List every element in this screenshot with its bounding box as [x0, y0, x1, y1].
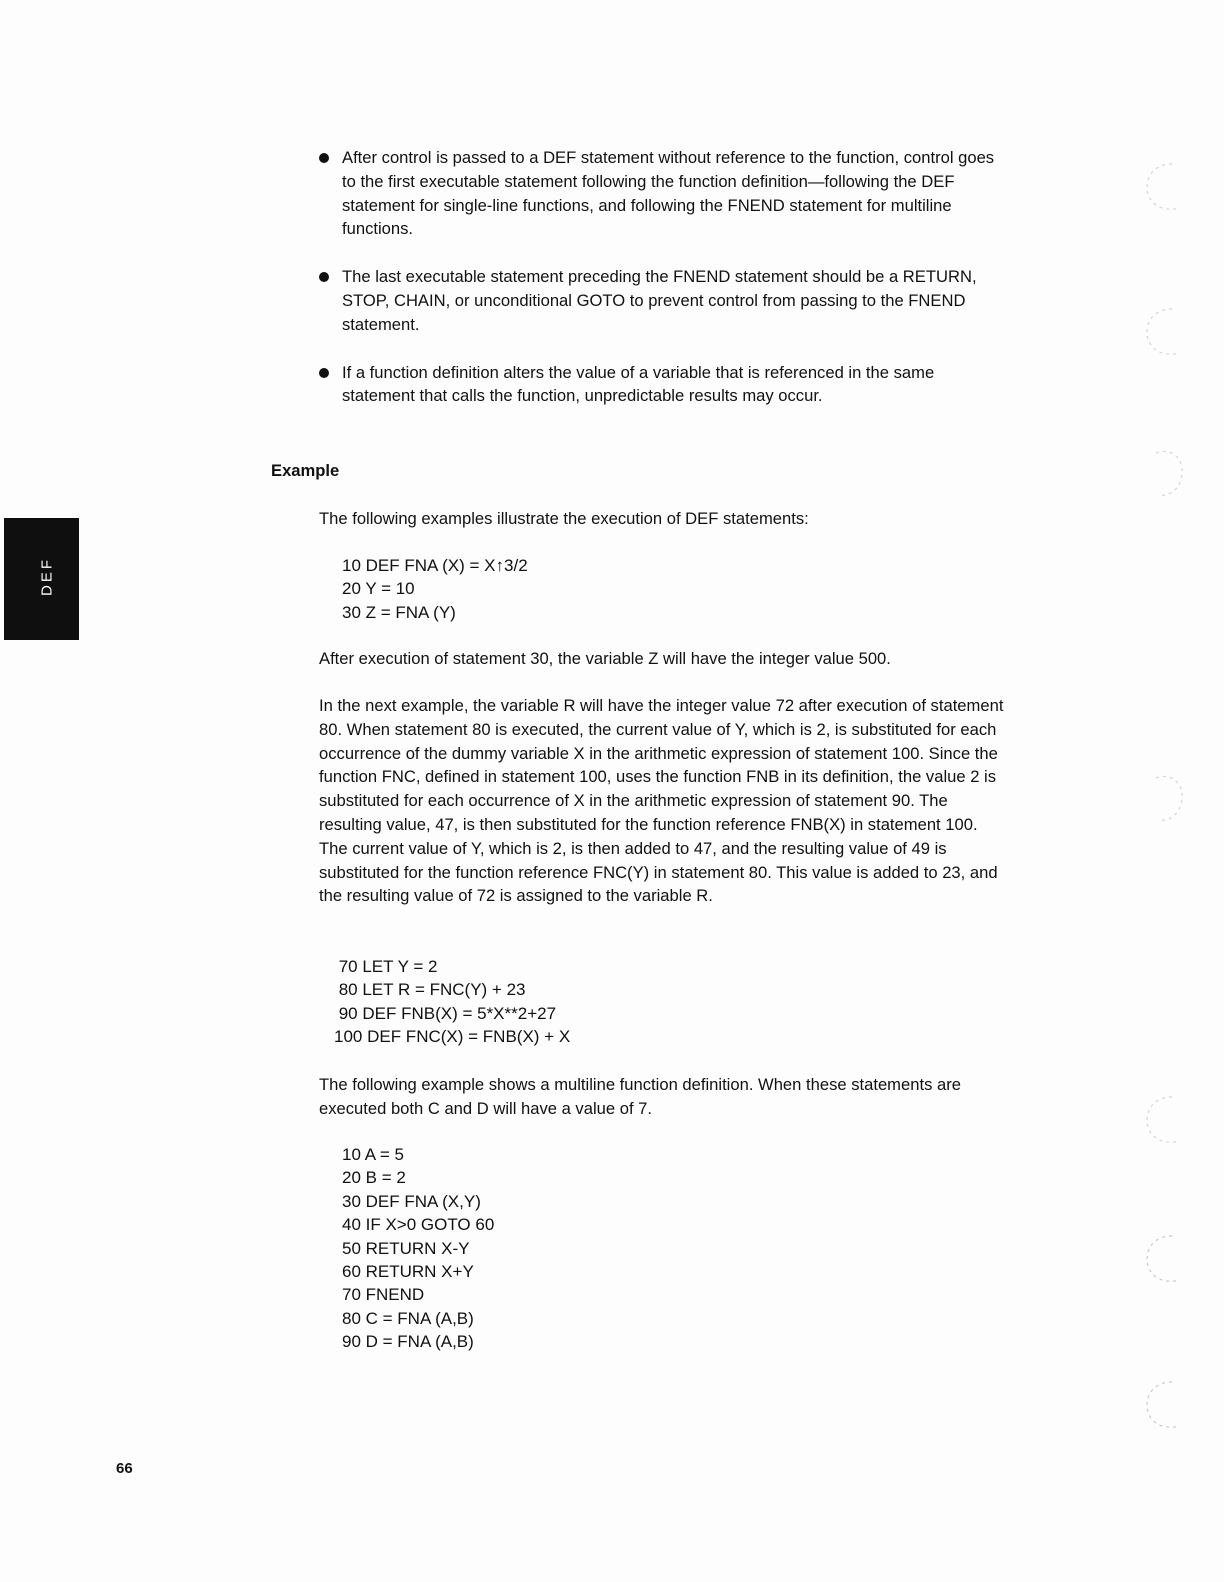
code-line: 70 LET Y = 2	[334, 957, 438, 976]
binder-hole-icon	[1142, 1232, 1186, 1290]
page-number: 66	[116, 1460, 133, 1477]
code-line: 50 RETURN X-Y	[342, 1238, 470, 1258]
example-heading: Example	[271, 461, 340, 480]
code-block-1	[342, 554, 742, 624]
bullet-dot-icon	[319, 368, 329, 378]
code-line: 20 B = 2	[342, 1168, 406, 1188]
code-line: 90 D = FNA (A,B)	[342, 1332, 474, 1352]
code-line: 30 Z = FNA (Y)	[342, 602, 456, 622]
section-tab-label: DEF	[38, 557, 56, 596]
code-line: 10 DEF FNA (X) = X↑3/2	[342, 556, 528, 575]
bullet-dot-icon	[319, 272, 329, 282]
code-line: 60 RETURN X+Y	[342, 1262, 474, 1282]
code-line: 90 DEF FNB(X) = 5*X**2+27	[334, 1003, 557, 1023]
bullet-text: If a function definition alters the value of a variable that is referenced in the same statement that calls the function, unpredictable results may occur.	[342, 362, 935, 406]
bullet-text: The last executable statement preceding the FNEND statement should be a RETURN, STOP, CHAIN, or unconditional GOTO to prevent control from passing to the FNEND statement.	[342, 267, 977, 334]
bullet-item	[319, 265, 1009, 336]
nested-function-paragraph: In the next example, the variable R will have the integer value 72 after execution of statement 80. When statement 80 is executed, the current value of Y, which is 2, is substituted for each occurrence of the dummy variable X in the arithmetic expression of statement 100. Since the function FNC, defined in statement 100, uses the function FNB in its definition, the value 2 is substituted for each occurrence of X in the arithmetic expression of statement 90. The resulting value, 47, is then substituted for the function reference FNB(X) in statement 100. The current value of Y, which is 2, is then added to 47, and the resulting value of 49 is substituted for the function reference FNC(Y) in statement 80. This value is added to 23, and the resulting value of 72 is assigned to the variable R.	[319, 696, 1004, 906]
binder-hole-icon	[1142, 770, 1186, 828]
example-intro: The following examples illustrate the execution of DEF statements:	[319, 509, 809, 528]
code-line: 20 Y = 10	[342, 579, 415, 599]
code-line: 70 FNEND	[342, 1285, 425, 1305]
bullet-dot-icon	[319, 153, 329, 163]
binder-hole-icon	[1142, 1093, 1186, 1151]
multiline-paragraph: The following example shows a multiline function definition. When these statements are executed both C and D will have a value of 7.	[319, 1075, 961, 1118]
code-line: 80 LET R = FNC(Y) + 23	[334, 980, 526, 1000]
binder-hole-icon	[1142, 445, 1186, 503]
rules-bullet-list	[319, 146, 1009, 432]
code1-result-text: After execution of statement 30, the variable Z will have the integer value 500.	[319, 649, 891, 668]
bullet-item	[319, 146, 1009, 241]
bullet-text: After control is passed to a DEF statement without reference to the function, control goes to the first executable statement following the function definition—following the DEF statement for single-line functions, and following the FNEND statement for multiline functions.	[342, 148, 995, 239]
code-block-2	[334, 955, 734, 1049]
binder-hole-icon	[1142, 1378, 1186, 1436]
section-tab	[4, 518, 79, 640]
code-block-3	[342, 1143, 742, 1354]
bullet-item	[319, 361, 1009, 409]
code-line: 30 DEF FNA (X,Y)	[342, 1191, 481, 1211]
binder-hole-icon	[1142, 160, 1186, 218]
code-line: 100 DEF FNC(X) = FNB(X) + X	[334, 1027, 571, 1047]
code-line: 40 IF X>0 GOTO 60	[342, 1215, 495, 1235]
binder-hole-icon	[1142, 305, 1186, 363]
code-line: 80 C = FNA (A,B)	[342, 1308, 474, 1328]
code-line: 10 A = 5	[342, 1145, 404, 1164]
